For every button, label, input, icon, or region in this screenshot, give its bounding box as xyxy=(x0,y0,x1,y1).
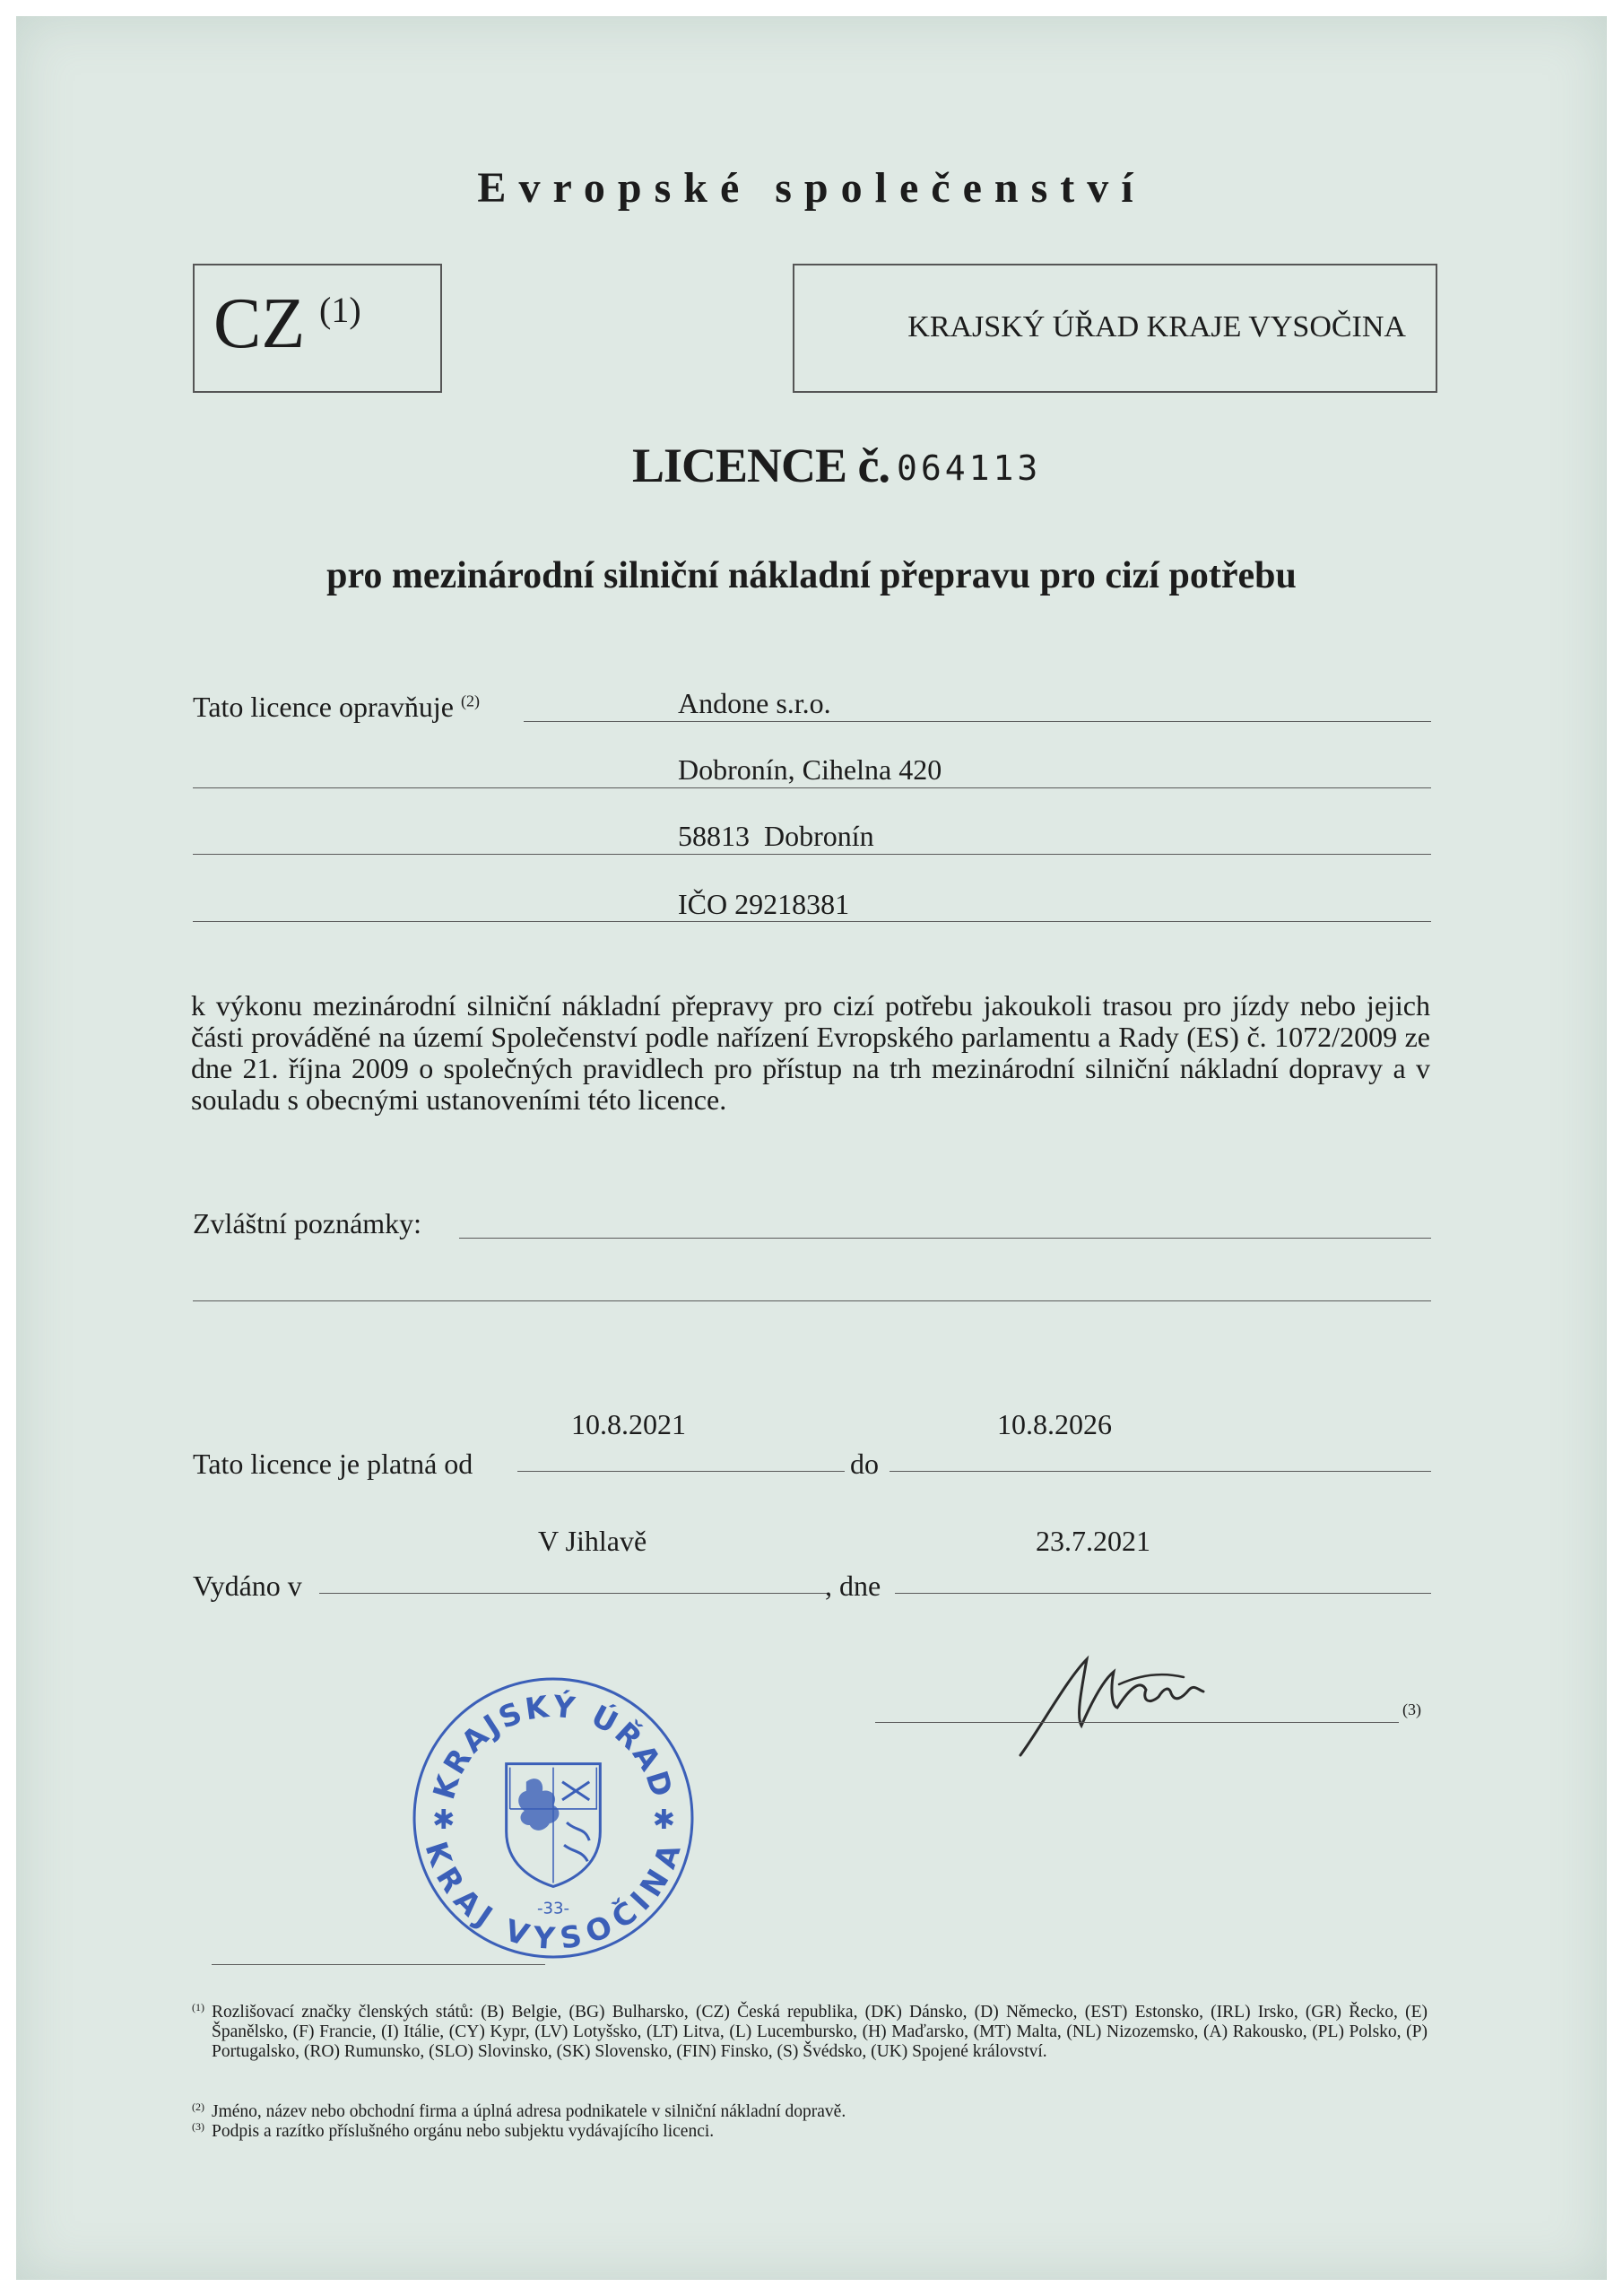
holder-city: 58813 Dobronín xyxy=(678,820,874,852)
signature-line xyxy=(875,1722,1399,1723)
licence-body-text: k výkonu mezinárodní silniční nákladní přepravy pro cizí potřebu jakoukoli trasou pro jízdy nebo jejich části prováděné na území Společenství podle nařízení Evropského parlamentu a Rady (ES) č. 1072/2009 ze dne 21. října 2009 o společných pravidlech pro přístup na trh mezinárodní silniční nákladní dopravy a v souladu s obecnými ustanoveními této licence. xyxy=(191,989,1430,1116)
issued-label: Vydáno v xyxy=(193,1570,302,1602)
licence-title: LICENCE č. xyxy=(632,439,890,492)
footnote-3-text: Podpis a razítko příslušného orgánu nebo subjektu vydávajícího licenci. xyxy=(212,2122,715,2141)
holder-name: Andone s.r.o. xyxy=(678,687,831,719)
issued-place: V Jihlavě xyxy=(538,1525,647,1557)
issued-date: 23.7.2021 xyxy=(1036,1525,1150,1557)
signature-image xyxy=(1004,1643,1273,1760)
licence-number: 064113 xyxy=(897,448,1042,488)
holder-ico-line xyxy=(193,921,1431,922)
coat-of-arms-icon xyxy=(507,1764,601,1887)
valid-from-date: 10.8.2021 xyxy=(571,1408,686,1440)
stamp-top-text: KRAJSKÝ ÚŘAD xyxy=(426,1688,681,1804)
footnote-3 xyxy=(192,2120,1428,2142)
signature-footnote-mark: (3) xyxy=(1402,1700,1421,1718)
footnote-2-mark: (2) xyxy=(192,2100,204,2113)
valid-to-label: do xyxy=(850,1448,879,1480)
valid-from-line xyxy=(517,1471,845,1472)
stamp-left-star-icon: ✱ xyxy=(432,1805,456,1837)
stamp-right-star-icon: ✱ xyxy=(652,1805,675,1837)
holder-footnote-mark: (2) xyxy=(460,691,480,710)
special-notes-line-1 xyxy=(459,1238,1431,1239)
footnote-2 xyxy=(192,2100,1428,2122)
holder-street-line xyxy=(193,787,1431,788)
issued-date-label: , dne xyxy=(825,1570,881,1602)
footnote-3-mark: (3) xyxy=(192,2120,204,2133)
official-stamp xyxy=(409,1674,698,1962)
footnote-separator xyxy=(212,1964,545,1965)
country-code: CZ xyxy=(213,284,306,363)
footnote-1 xyxy=(192,2001,1428,2062)
holder-label-text: Tato licence opravňuje xyxy=(193,691,454,723)
holder-street: Dobronín, Cihelna 420 xyxy=(678,753,942,786)
valid-to-line xyxy=(890,1471,1431,1472)
holder-ico: IČO 29218381 xyxy=(678,888,850,920)
issued-place-line xyxy=(319,1593,827,1594)
holder-label xyxy=(193,691,480,724)
special-notes-label: Zvláštní poznámky: xyxy=(193,1207,422,1239)
country-code-footnote-mark: (1) xyxy=(319,290,361,330)
stamp-bottom-text: KRAJ VYSOČINA xyxy=(418,1837,689,1957)
footnote-1-text: Rozlišovací značky členských států: (B) Belgie, (BG) Bulharsko, (CZ) Česká republika, (DK) Dánsko, (D) Německo, (EST) Estonsko, (IRL) Irsko, (GR) Řecko, (E) Španělsko, (F) Francie, (I) Itálie, (CY) Kypr, (LV) Lotyšsko, (LT) Litva, (L) Lucembursko, (H) Maďarsko, (MT) Malta, (NL) Nizozemsko, (A) Rakousko, (PL) Polsko, (P) Portugalsko, (RO) Rumunsko, (SLO) Slovinsko, (SK) Slovensko, (FIN) Finsko, (S) Švédsko, (UK) Spojené království. xyxy=(212,2003,1428,2061)
issuing-authority-name: KRAJSKÝ ÚŘAD KRAJE VYSOČINA xyxy=(907,310,1406,344)
issued-date-line xyxy=(895,1593,1431,1594)
valid-to-date: 10.8.2026 xyxy=(997,1408,1112,1440)
holder-name-line xyxy=(524,721,1431,722)
footnote-2-text: Jméno, název nebo obchodní firma a úplná adresa podnikatele v silniční nákladní dopravě. xyxy=(212,2102,846,2121)
document-header-title: Evropské společenství xyxy=(477,164,1146,212)
validity-label: Tato licence je platná od xyxy=(193,1448,473,1480)
licence-subtitle: pro mezinárodní silniční nákladní přepravu pro cizí potřebu xyxy=(326,555,1297,596)
special-notes-line-2 xyxy=(193,1300,1431,1301)
footnote-1-mark: (1) xyxy=(192,2001,204,2013)
stamp-number: -33- xyxy=(536,1899,570,1918)
holder-city-line xyxy=(193,854,1431,855)
